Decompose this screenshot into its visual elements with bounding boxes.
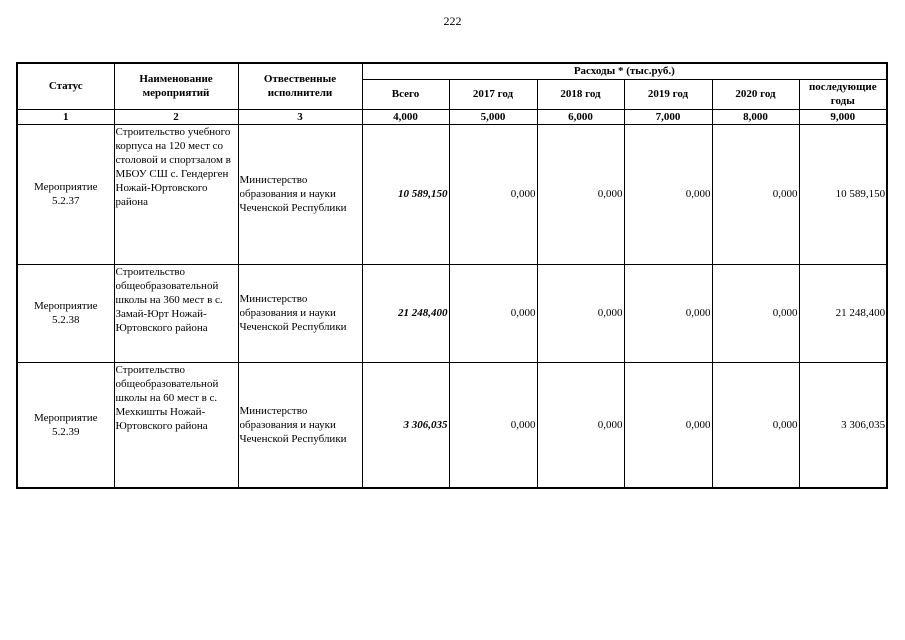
numbering-row [17,109,887,124]
col-number: 1 [17,109,114,124]
table-row [17,124,887,264]
row-later: 3 306,035 [799,362,887,488]
row-2019: 0,000 [624,124,712,264]
col-number: 6,000 [537,109,624,124]
header-expenses: Расходы * (тыс.руб.) [362,63,887,79]
header-status: Статус [17,63,114,109]
row-2018: 0,000 [537,362,624,488]
header-2017: 2017 год [449,79,537,109]
col-number: 5,000 [449,109,537,124]
row-2020: 0,000 [712,124,799,264]
row-2020: 0,000 [712,264,799,362]
page-number: 222 [443,14,462,28]
row-status: Мероприятие 5.2.37 [17,124,114,264]
header-executors: Отвественные исполнители [238,63,362,109]
col-number: 3 [238,109,362,124]
col-number: 8,000 [712,109,799,124]
row-2018: 0,000 [537,124,624,264]
header-name: Наименование мероприятий [114,63,238,109]
row-executor: Министерство образования и науки Чеченской Республики [238,264,362,362]
row-2020: 0,000 [712,362,799,488]
header-total: Всего [362,79,449,109]
row-2017: 0,000 [449,362,537,488]
row-executor: Министерство образования и науки Чеченской Республики [238,362,362,488]
row-total: 21 248,400 [362,264,449,362]
row-name: Строительство учебного корпуса на 120 мест со столовой и спортзалом в МБОУ СШ с. Гендерген Ножай-Юртовского района [114,124,238,264]
col-number: 4,000 [362,109,449,124]
row-2019: 0,000 [624,264,712,362]
row-2018: 0,000 [537,264,624,362]
row-total: 10 589,150 [362,124,449,264]
col-number: 7,000 [624,109,712,124]
header-later-text: последующие годы [808,81,877,107]
col-number: 9,000 [799,109,887,124]
table-row [17,264,887,362]
col-number: 2 [114,109,238,124]
row-later: 21 248,400 [799,264,887,362]
header-later [799,79,887,109]
header-2020: 2020 год [712,79,799,109]
header-2018: 2018 год [537,79,624,109]
header-2019: 2019 год [624,79,712,109]
row-2019: 0,000 [624,362,712,488]
table-row [17,362,887,488]
row-status: Мероприятие 5.2.38 [17,264,114,362]
expenses-table [16,62,888,489]
row-later: 10 589,150 [799,124,887,264]
row-name: Строительство общеобразовательной школы на 60 мест в с. Мехкишты Ножай-Юртовского района [114,362,238,488]
row-2017: 0,000 [449,124,537,264]
row-total: 3 306,035 [362,362,449,488]
row-executor: Министерство образования и науки Чеченской Республики [238,124,362,264]
row-2017: 0,000 [449,264,537,362]
row-name: Строительство общеобразовательной школы на 360 мест в с. Замай-Юрт Ножай-Юртовского района [114,264,238,362]
row-status: Мероприятие 5.2.39 [17,362,114,488]
